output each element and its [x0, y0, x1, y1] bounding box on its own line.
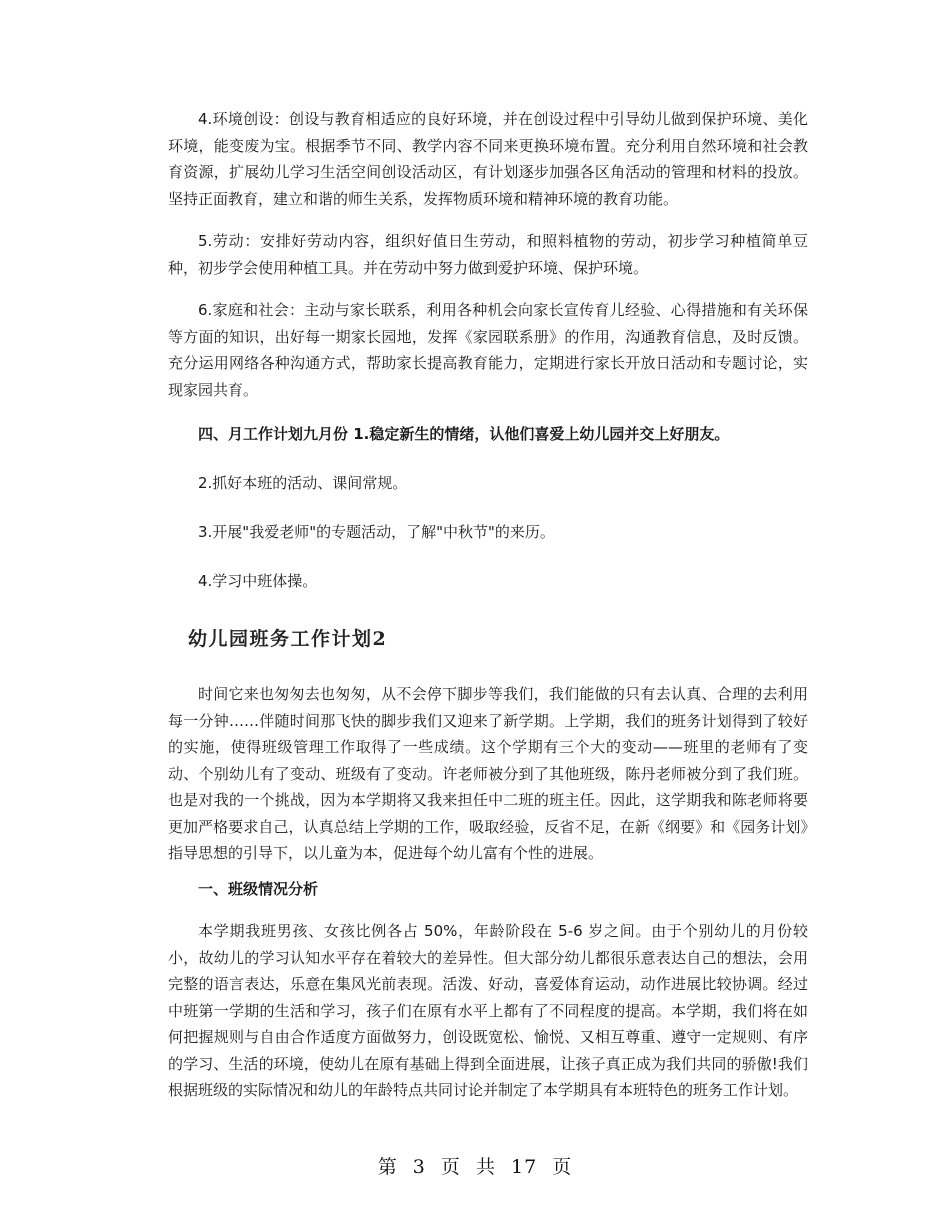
paragraph-item-3: 3.开展"我爱老师"的专题活动，了解"中秋节"的来历。	[198, 523, 555, 541]
footer-word-ye-2: 页	[552, 1156, 573, 1178]
footer-page-number: 3	[412, 1156, 426, 1178]
paragraph-item-4: 4.学习中班体操。	[198, 572, 318, 590]
paragraph-item-2: 2.抓好本班的活动、课间常规。	[198, 474, 408, 492]
page-footer	[0, 1152, 950, 1179]
footer-total-pages: 17	[511, 1156, 538, 1178]
section-title: 幼儿园班务工作计划2	[188, 628, 388, 650]
paragraph-intro: 时间它来也匆匆去也匆匆，从不会停下脚步等我们，我们能做的只有去认真、合理的去利用每一分钟……伴随时间那飞快的脚步我们又迎来了新学期。上学期，我们的班务计划得到了较好的实施，使得班级管理工作取得了一些成绩。这个学期有三个大的变动——班里的老师有了变动、个别幼儿有了变动、班级有了变动。许老师被分到了其他班级，陈丹老师被分到了我们班。也是对我的一个挑战，因为本学期将又我来担任中二班的班主任。因此，这学期我和陈老师将要更加严格要求自己，认真总结上学期的工作，吸取经验，反省不足，在新《纲要》和《园务计划》指导思想的引导下，以儿童为本，促进每个幼儿富有个性的进展。	[168, 685, 808, 862]
paragraph-family-society: 6.家庭和社会：主动与家长联系，利用各种机会向家长宣传育儿经验、心得措施和有关环保等方面的知识，出好每一期家长园地，发挥《家园联系册》的作用，沟通教育信息，及时反馈。充分运用网络各种沟通方式，帮助家长提高教育能力，定期进行家长开放日活动和专题讨论，实现家园共育。	[168, 301, 808, 399]
paragraph-class-analysis: 本学期我班男孩、女孩比例各占 50%，年龄阶段在 5-6 岁之间。由于个别幼儿的月份较小，故幼儿的学习认知水平存在着较大的差异性。但大部分幼儿都很乐意表达自己的想法，会用完整的语言表达，乐意在集风光前表现。活泼、好动，喜爱体育运动，动作进展比较协调。经过中班第一学期的生活和学习，孩子们在原有水平上都有了不同程度的提高。本学期，我们将在如何把握规则与自由合作适度方面做努力，创设既宽松、愉悦、又相互尊重、遵守一定规则、有序的学习、生活的环境，使幼儿在原有基础上得到全面进展，让孩子真正成为我们共同的骄傲!我们根据班级的实际情况和幼儿的年龄特点共同讨论并制定了本学期具有本班特色的班务工作计划。	[168, 922, 808, 1099]
paragraph-monthly-plan: 四、月工作计划九月份 1.稳定新生的情绪，认他们喜爱上幼儿园并交上好朋友。	[198, 425, 730, 443]
paragraph-environment: 4.环境创设：创设与教育相适应的良好环境，并在创设过程中引导幼儿做到保护环境、美化环境，能变废为宝。根据季节不同、教学内容不同来更换环境布置。充分利用自然环境和社会教育资源，扩展幼儿学习生活空间创设活动区，有计划逐步加强各区角活动的管理和材料的投放。坚持正面教育，建立和谐的师生关系，发挥物质环境和精神环境的教育功能。	[168, 110, 808, 208]
heading-class-analysis: 一、班级情况分析	[198, 880, 319, 898]
footer-word-di: 第	[377, 1156, 398, 1178]
footer-word-gong: 共	[475, 1156, 496, 1178]
footer-word-ye: 页	[440, 1156, 461, 1178]
paragraph-labor: 5.劳动：安排好劳动内容，组织好值日生劳动，和照料植物的劳动，初步学习种植简单豆种，初步学会使用种植工具。并在劳动中努力做到爱护环境、保护环境。	[168, 232, 808, 277]
